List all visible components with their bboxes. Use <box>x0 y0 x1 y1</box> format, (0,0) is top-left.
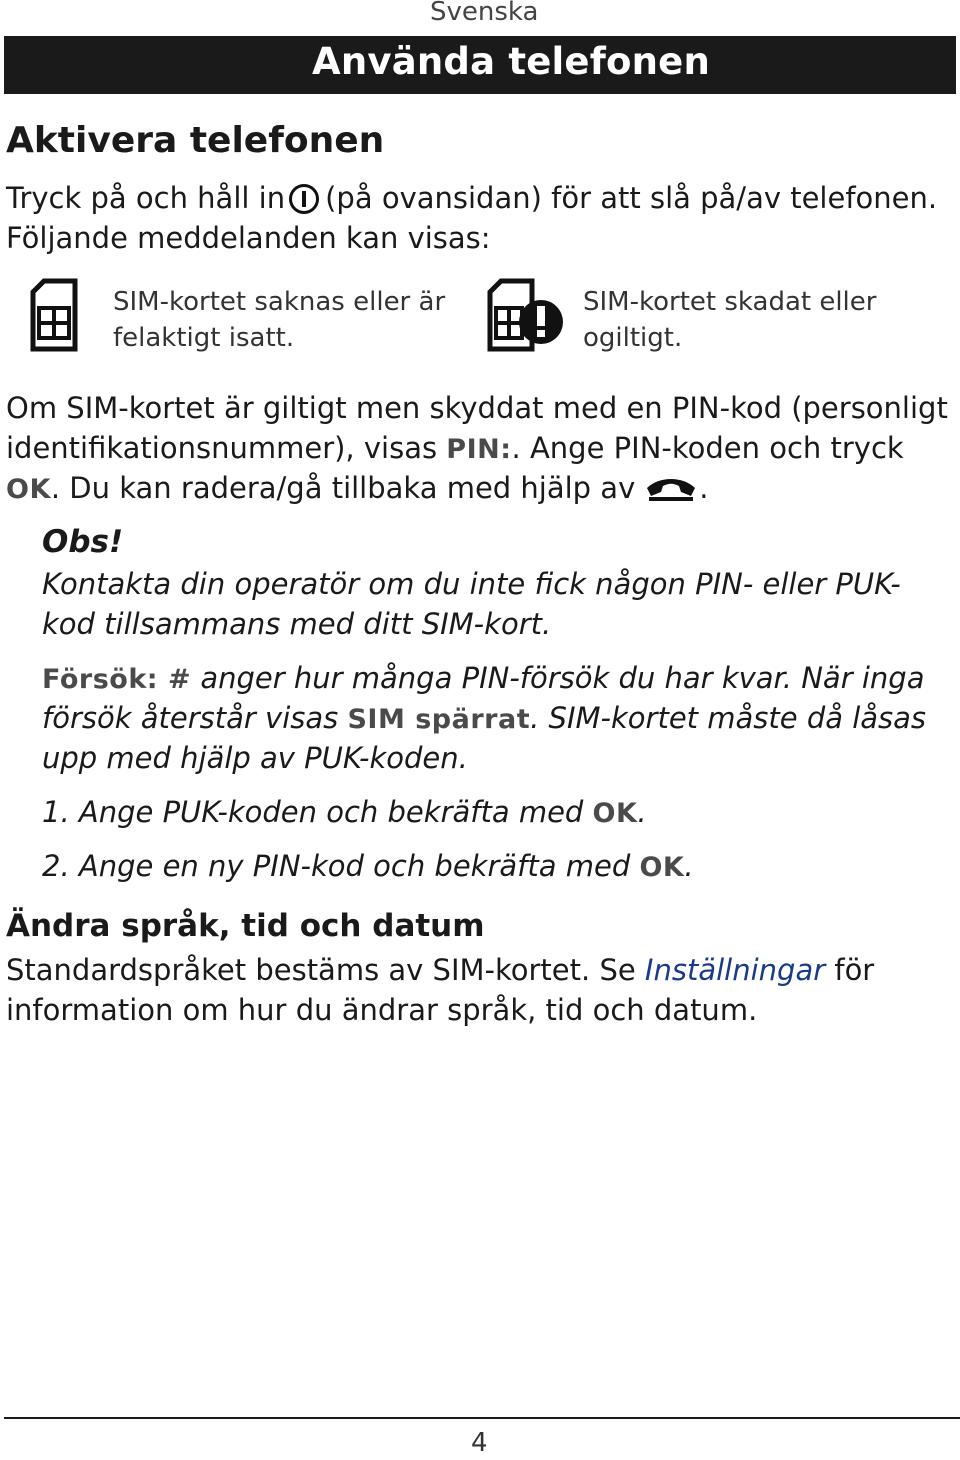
activate-heading: Aktivera telefonen <box>6 120 385 161</box>
step-1: 1. Ange PUK-koden och bekräfta med OK. <box>42 795 647 829</box>
attempts-line-3: upp med hjälp av PUK-koden. <box>42 741 468 775</box>
language-line-2: information om hur du ändrar språk, tid och datum. <box>6 993 758 1027</box>
attempts-line-1: Försök: # anger hur många PIN-försök du har kvar. När inga <box>42 661 925 695</box>
pin-paragraph-line-1: Om SIM-kortet är giltigt men skyddat med en PIN-kod (personligt <box>6 391 948 425</box>
attempts-keyword: Försök: # <box>42 664 192 695</box>
activate-intro-line: Tryck på och håll in (på ovansidan) för att slå på/av telefonen. <box>6 181 938 215</box>
ok-keyword: OK <box>592 798 638 829</box>
pin-paragraph-line-2: identifikationsnummer), visas PIN:. Ange PIN-koden och tryck <box>6 431 904 465</box>
sim-message-missing: SIM-kortet saknas eller är felaktigt isatt. <box>113 287 446 353</box>
pin-keyword: PIN: <box>446 434 512 465</box>
note-title: Obs! <box>42 524 124 560</box>
activate-intro-line-2: Följande meddelanden kan visas: <box>6 221 491 255</box>
section-banner <box>4 36 956 94</box>
attempts-line-2: försök återstår visas SIM spärrat. SIM-kortet måste då låsas <box>42 701 927 735</box>
step-2: 2. Ange en ny PIN-kod och bekräfta med OK. <box>42 849 694 883</box>
settings-link[interactable]: Inställningar <box>644 953 826 987</box>
hang-up-icon <box>643 472 699 512</box>
sim-blocked-keyword: SIM spärrat <box>347 704 531 735</box>
sim-card-error-icon <box>487 278 565 358</box>
page-number: 4 <box>471 1428 488 1458</box>
ok-keyword: OK <box>6 474 51 505</box>
ok-keyword: OK <box>639 852 685 883</box>
pin-paragraph-line-3: OK. Du kan radera/gå tillbaka med hjälp av . <box>6 468 708 512</box>
note-line-2: kod tillsammans med ditt SIM-kort. <box>42 607 552 641</box>
sim-card-icon <box>30 278 78 356</box>
note-line-1: Kontakta din operatör om du inte fick någon PIN- eller PUK- <box>42 567 901 601</box>
sim-message-invalid: SIM-kortet skadat eller ogiltigt. <box>583 287 877 353</box>
language-heading: Ändra språk, tid och datum <box>6 908 485 944</box>
language-line-1: Standardspråket bestäms av SIM-kortet. Se Inställningar för <box>6 953 875 987</box>
power-icon <box>289 184 319 214</box>
footer-divider <box>4 1417 960 1419</box>
banner-title: Använda telefonen <box>312 40 710 83</box>
